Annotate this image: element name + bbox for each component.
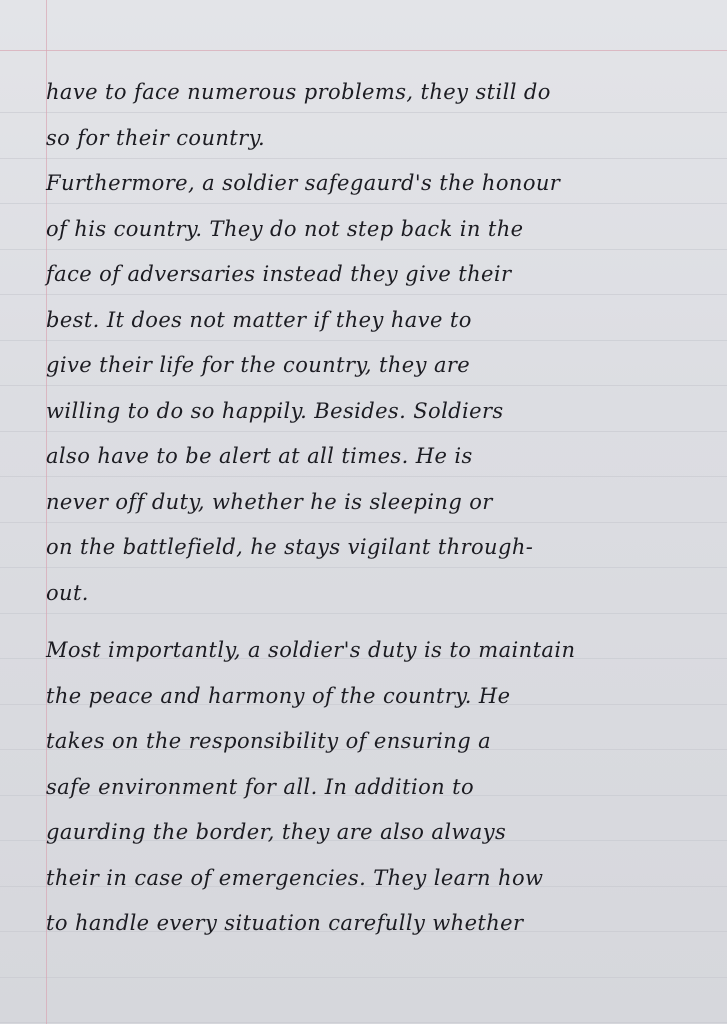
handwritten-text — [46, 70, 716, 947]
text-line: give their life for the country, they are — [46, 353, 471, 377]
text-line: out. — [46, 580, 89, 605]
text-line: to handle every situation carefully whether — [46, 911, 524, 935]
text-line: takes on the responsibility of ensuring a — [46, 729, 492, 753]
text-line: Most importantly, a soldier's duty is to maintain — [46, 638, 576, 662]
text-line: so for their country. — [46, 125, 266, 150]
text-line: best. It does not matter if they have to — [46, 307, 472, 332]
text-line: the peace and harmony of the country. He — [46, 683, 511, 708]
text-line: safe environment for all. In addition to — [46, 774, 475, 799]
ruled-line — [0, 1022, 727, 1023]
ruled-line — [0, 977, 727, 978]
text-line: also have to be alert at all times. He is — [46, 444, 473, 468]
text-line: Furthermore, a soldier safegaurd's the honour — [46, 171, 561, 195]
text-line: face of adversaries instead they give their — [46, 262, 512, 286]
text-line: have to face numerous problems, they still do — [46, 80, 551, 104]
text-line: their in case of emergencies. They learn how — [46, 865, 544, 890]
text-line: of his country. They do not step back in the — [46, 216, 524, 241]
text-line: gaurding the border, they are also always — [46, 820, 507, 844]
text-line: on the battlefield, he stays vigilant through- — [46, 535, 534, 559]
paragraph-gap — [46, 616, 716, 628]
text-line: willing to do so happily. Besides. Soldiers — [46, 398, 504, 423]
text-line: never off duty, whether he is sleeping or — [46, 489, 493, 514]
margin-line-horizontal — [0, 50, 727, 51]
